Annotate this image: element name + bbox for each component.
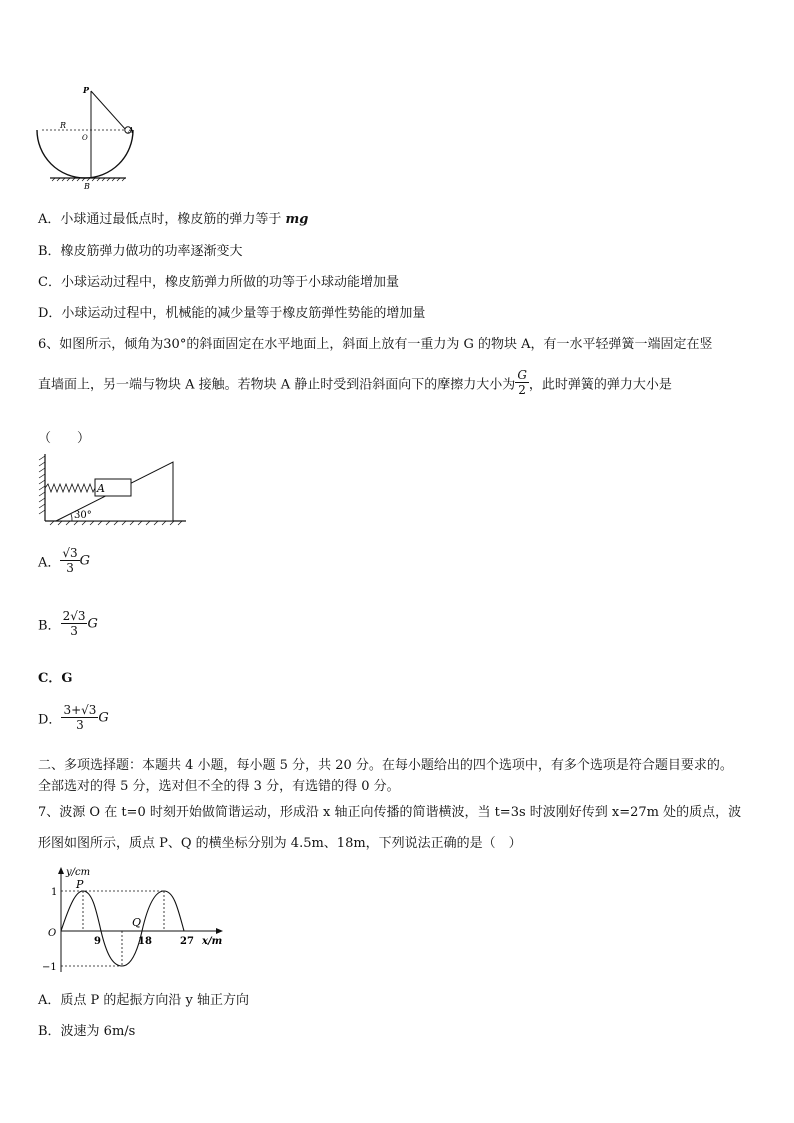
x-axis-label: x/m [202, 936, 223, 947]
section2-line2: 全部选对的得 5 分，选对但不全的得 3 分，有选错的得 0 分。 [38, 779, 400, 794]
fraction-g-over-2: $\frac{G}{2}$ [517, 368, 527, 398]
label-P: P [83, 85, 90, 95]
tick-1: 1 [51, 887, 58, 898]
q6-option-c[interactable]: C．G [38, 671, 73, 686]
label-A: A [128, 126, 134, 135]
block-label-a: A [97, 482, 105, 495]
figure-q6-incline [36, 452, 190, 526]
label-B: B [84, 182, 90, 191]
tick-9: 9 [94, 936, 101, 947]
q6-stem-line2: 直墙面上，另一端与物块 A 接触。若物块 A 静止时受到沿斜面向下的摩擦力大小为 $\frac{G}{2}$ ，此时弹簧的弹力大小是 [38, 368, 672, 398]
q7-option-a[interactable]: A．质点 P 的起振方向沿 y 轴正方向 [38, 993, 250, 1008]
q5-option-c[interactable]: C．小球运动过程中，橡皮筋弹力所做的功等于小球动能增加量 [38, 275, 399, 290]
point-q-label: Q [132, 916, 142, 929]
q5-option-b[interactable]: B．橡皮筋弹力做功的功率逐渐变大 [38, 244, 243, 259]
tick-neg1: −1 [42, 962, 57, 973]
mg-symbol: mg [285, 212, 309, 227]
q6-option-d[interactable]: D． $\frac{3+√3}{3}$ G [38, 703, 109, 733]
section2-line1: 二、多项选择题：本题共 4 小题，每小题 5 分，共 20 分。在每小题给出的四个选项中，有多个选项是符合题目要求的。 [38, 758, 733, 773]
figure-q7-wave [40, 864, 230, 976]
y-axis-label: y/cm [66, 867, 91, 878]
label-R: R [60, 121, 67, 130]
q5-option-d[interactable]: D．小球运动过程中，机械能的减少量等于橡皮筋弹性势能的增加量 [38, 306, 426, 321]
q6-option-b[interactable]: B． $\frac{2√3}{3}$ G [38, 609, 98, 639]
origin-label: O [48, 928, 57, 939]
q6-option-a[interactable]: A． $\frac{√3}{3}$ G [38, 546, 91, 576]
label-O: O [82, 134, 88, 142]
q7-option-b[interactable]: B．波速为 6m/s [38, 1024, 136, 1039]
q6-stem-line1: 6、如图所示，倾角为30°的斜面固定在水平地面上，斜面上放有一重力为 G 的物块 A，有一水平轻弹簧一端固定在竖 [38, 337, 713, 352]
tick-18: 18 [138, 936, 152, 947]
figure-q5-bowl [36, 82, 132, 190]
angle-label: 30° [74, 510, 92, 521]
tick-27: 27 [180, 936, 194, 947]
point-p-label: P [76, 878, 84, 891]
q5-option-a[interactable]: A．小球通过最低点时，橡皮筋的弹力等于 mg [38, 212, 309, 227]
q7-stem-line2: 形图如图所示，质点 P、Q 的横坐标分别为 4.5m、18m，下列说法正确的是（ ） [38, 836, 522, 851]
q7-stem-line1: 7、波源 O 在 t=0 时刻开始做简谐运动，形成沿 x 轴正向传播的简谐横波，当 t=3s 时波刚好传到 x=27m 处的质点，波 [38, 805, 742, 820]
q6-answer-paren: （ ） [38, 431, 91, 446]
